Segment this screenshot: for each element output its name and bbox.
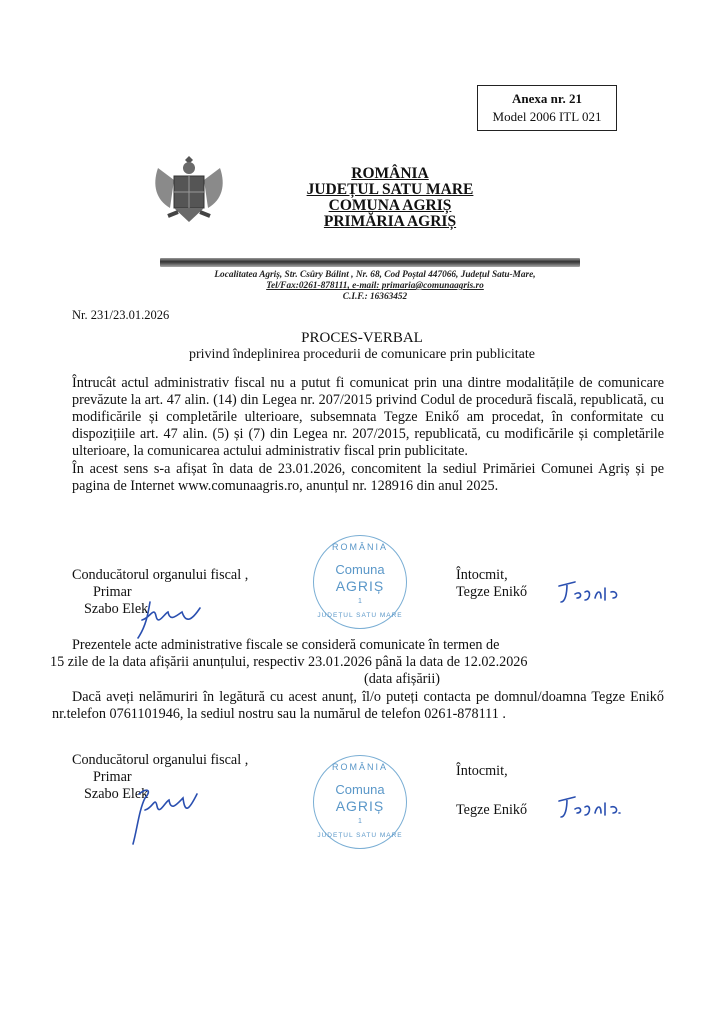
left-signatory-name: Szabo Elek: [84, 601, 149, 617]
coat-of-arms-icon: [150, 150, 228, 230]
address-line: Localitatea Agriș, Str. Csûry Bálint , Nr. 68, Cod Poștal 447066, Județul Satu-Mare,: [214, 270, 536, 280]
header-county: JUDEȚUL SATU MARE: [306, 181, 474, 198]
stamp-number: 1: [358, 818, 362, 825]
paragraph-4: Dacă aveți nelămuriri în legătură cu acest anunț, îl/o puteți contacta pe domnul/doamna Tegze Enikő nr.telefon 0761101946, la sediul nostru sau la numărul de telefon 0261-878111 .: [52, 689, 664, 722]
header-country: ROMÂNIA: [351, 165, 429, 182]
right-signatory-title: Întocmit,: [456, 567, 508, 583]
right-signatory-title-2: Întocmit,: [456, 763, 508, 779]
right-signatory-name-2: Tegze Enikő: [456, 802, 528, 818]
left-signatory-role: Primar: [93, 584, 132, 600]
official-stamp-2: [313, 755, 407, 849]
document-title: PROCES-VERBAL: [301, 330, 423, 346]
contact-line: Tel/Fax:0261-878111, e-mail: primaria@comunaagris.ro: [266, 281, 484, 291]
annex-number: Anexa nr. 21: [512, 91, 582, 106]
display-date-caption: (data afișării): [363, 671, 440, 687]
paragraph-3-line-1: Prezentele acte administrative fiscale se consideră comunicate în termen de: [72, 637, 500, 653]
stamp-bottom-text: JUDEȚUL SATU MARE: [317, 832, 403, 839]
clerk-signature-icon: [555, 578, 625, 608]
paragraph-2: În acest sens s-a afișat în data de 23.01.2026, concomitent la sediul Primăriei Comunei Agriș și pe pagina de Internet www.comunaagris.ro, anunțul nr. 128916 din anul 2025.: [72, 461, 664, 494]
stamp-top-text: ROMÂNIA: [331, 542, 388, 552]
header-town-hall: PRIMĂRIA AGRIȘ: [323, 213, 457, 230]
stamp-bottom-text: JUDEȚUL SATU MARE: [317, 612, 403, 619]
document-subtitle: privind îndeplinirea procedurii de comunicare prin publicitate: [189, 347, 535, 362]
address-block: [170, 270, 580, 303]
left-signatory-title: Conducătorul organului fiscal ,: [72, 567, 249, 583]
left-signatory-role-2: Primar: [93, 769, 132, 785]
right-signatory-name: Tegze Enikő: [456, 584, 528, 600]
document-number: Nr. 231/23.01.2026: [72, 308, 170, 322]
institution-header: [270, 166, 510, 230]
header-commune: COMUNA AGRIȘ: [328, 197, 452, 214]
clerk-signature-2-icon: [555, 793, 625, 823]
stamp-top-text: ROMÂNIA: [331, 762, 388, 772]
stamp-name: AGRIȘ: [335, 798, 385, 814]
left-signatory-title-2: Conducătorul organului fiscal ,: [72, 752, 249, 768]
stamp-number: 1: [358, 598, 362, 605]
official-stamp: [313, 535, 407, 629]
stamp-name: AGRIȘ: [335, 578, 385, 594]
left-signatory-name-2: Szabo Elek: [84, 786, 149, 802]
mayor-signature-2-icon: [115, 780, 215, 850]
header-divider: [160, 258, 580, 267]
stamp-commune: Comuna: [335, 562, 385, 577]
paragraph-1: Întrucât actul administrativ fiscal nu a putut fi comunicat prin una dintre modalitățile de comunicare prevăzute la art. 47 alin. (14) din Legea nr. 207/2015 privind Codul de procedură fiscală, republicată, cu modificările și completările ulterioare, subsemnata Tegze Enikő am procedat, în conformitate cu dispozițiile art. 47 alin. (5) și (7) din Legea nr. 207/2015, republicată, cu modificările și completările ulterioare, la comunicarea actului administrativ fiscal prin publicitate.: [72, 375, 664, 459]
stamp-commune: Comuna: [335, 782, 385, 797]
cif-line: C.I.F.: 16363452: [342, 292, 408, 302]
annex-model: Model 2006 ITL 021: [492, 109, 602, 124]
annex-box: [477, 85, 617, 131]
paragraph-3-line-2: 15 zile de la data afișării anunțului, respectiv 23.01.2026 până la data de 12.02.2026: [50, 654, 528, 670]
